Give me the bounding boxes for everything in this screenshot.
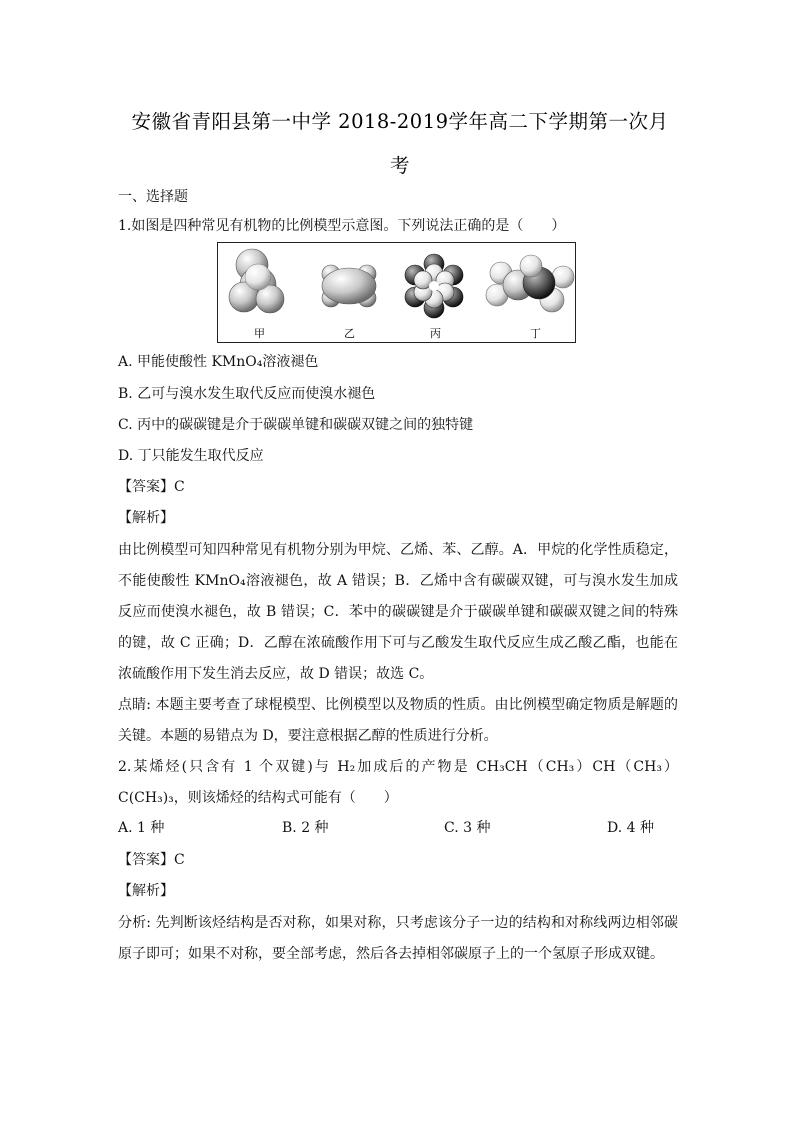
q1-option-d: D. 丁只能发生取代反应 [118,448,264,464]
document-title-line2: 考 [389,154,410,177]
q2-analysis-text: 分析: 先判断该烃结构是否对称，如果对称，只考虑该分子一边的结构和对称线两边相邻碳原子即可；如果不对称，要全部考虑，然后各去掉相邻碳原子上的一个氢原子形成双键。 [118,915,678,962]
figure-label-bing: 丙 [430,327,441,340]
figure-label-ding: 丁 [530,327,541,340]
q1-option-b: B. 乙可与溴水发生取代反应而使溴水褪色 [118,386,376,402]
q2-option-a: A. 1 种 [118,820,165,836]
q1-note: 点睛: 本题主要考查了球棍模型、比例模型以及物质的性质。由比例模型确定物质是解题的关键。本题的易错点为 D，要注意根据乙醇的性质进行分析。 [118,697,678,744]
ethene-model [322,265,376,307]
figure-label-jia: 甲 [254,327,265,340]
q2-option-d: D. 4 种 [607,820,654,836]
document-title-line1: 安徽省青阳县第一中学 2018-2019学年高二下学期第一次月 [131,110,669,133]
q2-analysis-heading: 【解析】 [118,883,174,899]
molecular-model-figure [217,242,576,343]
q1-analysis-text: 由比例模型可知四种常见有机物分别为甲烷、乙烯、苯、乙醇。A．甲烷的化学性质稳定，不能使酸性 KMnO₄溶液褪色，故 A 错误；B．乙烯中含有碳碳双键，可与溴水发生加成反应而使溴水褪色，故 B 错误；C．苯中的碳碳键是介于碳碳单键和碳碳双键之间的特殊的键，故 C 正确；D．乙醇在浓硫酸作用下可与乙酸发生取代反应生成乙酸乙酯，也能在浓硫酸作用下发生消去反应，故 D 错误；故选 C。 [118,542,678,682]
q1-answer: 【答案】C [118,479,185,495]
benzene-model [405,254,463,318]
q1-stem: 1.如图是四种常见有机物的比例模型示意图。下列说法正确的是（ ） [118,218,566,234]
q2-option-b: B. 2 种 [282,820,329,836]
q1-option-a: A. 甲能使酸性 KMnO₄溶液褪色 [118,354,319,370]
section-heading: 一、选择题 [118,189,188,205]
q2-answer: 【答案】C [118,852,185,868]
q2-stem: 2.某烯烃(只含有 1 个双键)与 H₂加成后的产物是 CH₃CH（CH₃）CH（CH₃）C(CH₃)₃，则该烯烃的结构式可能有（ ） [118,759,678,806]
methane-model [229,249,284,313]
figure-label-yi: 乙 [344,327,355,340]
q1-option-c: C. 丙中的碳碳键是介于碳碳单键和碳碳双键之间的独特键 [118,417,474,433]
q1-analysis-heading: 【解析】 [118,510,174,526]
q2-option-c: C. 3 种 [444,820,491,836]
ethanol-model [486,255,574,312]
